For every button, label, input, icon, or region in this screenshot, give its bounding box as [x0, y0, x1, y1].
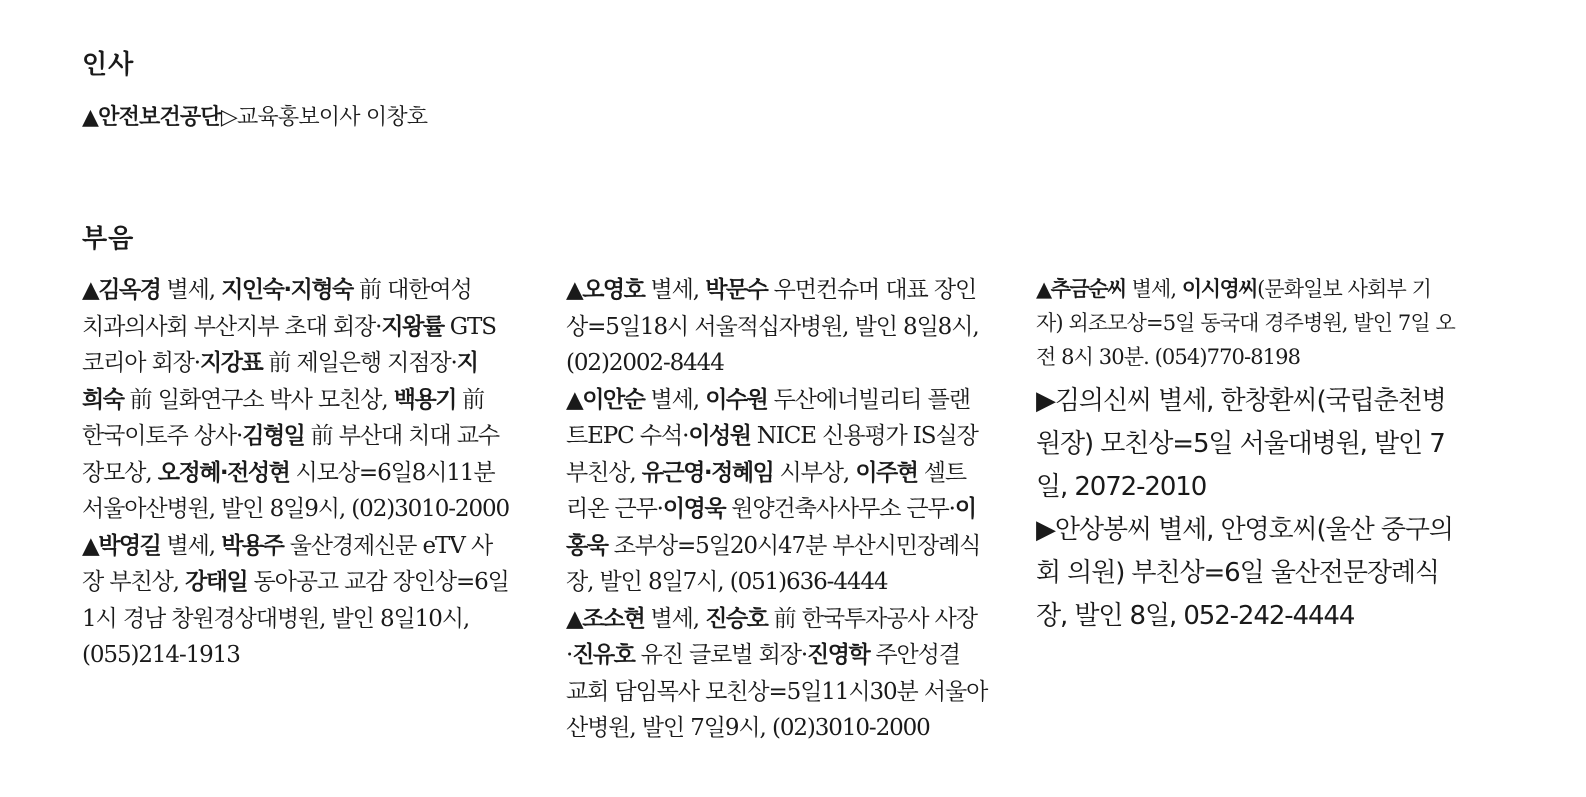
obituary-text: 교회 담임목사 모친상=5일11시30분 서울아 [566, 678, 988, 705]
person-name: 이영욱 [662, 496, 726, 522]
obituary-text: 서울아산병원, 발인 8일9시, (02)3010-2000 [82, 496, 510, 522]
person-name: 이수원 [705, 386, 768, 413]
obituary-text: GTS [443, 313, 496, 340]
person-name: 유근영·정혜임 [641, 459, 774, 486]
obituary-text: 별세, [644, 277, 706, 303]
person-name: 진영학 [807, 642, 870, 668]
obituary-text: 리온 근무· [566, 496, 663, 522]
obituary-text: 부친상, [566, 459, 642, 486]
obituary-line [1036, 466, 1486, 509]
obituary-text: 시부상, [773, 459, 856, 486]
obituary-line [566, 345, 1006, 382]
obituary-text: 별세, [1125, 277, 1182, 301]
obituary-line [82, 528, 522, 565]
obituary-line [566, 674, 1006, 711]
obituary-text: 자) 외조모상=5일 동국대 경주병원, 발인 7일 오 [1036, 311, 1455, 335]
obituary-line [82, 455, 522, 492]
obituary-text: 원장) 모친상=5일 서울대병원, 발인 7 [1036, 429, 1445, 459]
obituary-text: 주안성결 [869, 642, 960, 668]
obituary-line [82, 418, 522, 455]
person-name: 지 [456, 350, 478, 376]
person-name: ▲이안순 [566, 386, 645, 413]
person-name: ▲추금순씨 [1036, 277, 1126, 301]
obituary-text: (055)214-1913 [82, 642, 240, 668]
obituary-line [1036, 272, 1486, 306]
obituary-line [82, 382, 522, 419]
person-name: 홍욱 [566, 532, 608, 559]
obituary-text: 두산에너빌리티 플랜 [767, 386, 970, 413]
section-title-personnel: 인사 [82, 50, 135, 80]
person-name: 김형일 [242, 423, 305, 449]
obituary-text: 회 의원) 부친상=6일 울산전문장례식 [1036, 558, 1439, 588]
person-name: 이 [954, 496, 976, 522]
obituary-text: ▶안상봉씨 별세, 안영호씨(울산 중구의 [1036, 515, 1453, 545]
obituary-text: 동아공고 교감 장인상=6일 [247, 569, 509, 595]
obituary-line [566, 309, 1006, 346]
section-title-obituaries: 부음 [82, 224, 135, 254]
obituary-text: (문화일보 사회부 기 [1257, 277, 1431, 301]
personnel-organization: ▲안전보건공단 [82, 105, 221, 130]
personnel-arrow: ▷ [220, 105, 237, 130]
obituary-column-3 [1036, 272, 1486, 638]
obituary-line [566, 491, 1006, 528]
obituary-line [566, 382, 1006, 419]
person-name: 희숙 [82, 386, 124, 413]
obituary-line [566, 564, 1006, 601]
obituary-text: ▶김의신씨 별세, 한창환씨(국립춘천병 [1036, 386, 1446, 416]
obituary-line [82, 272, 522, 309]
obituary-line [1036, 509, 1486, 552]
personnel-position: 교육홍보이사 이창호 [236, 105, 428, 130]
person-name: ▲박영길 [82, 532, 161, 559]
personnel-entry [82, 100, 427, 131]
obituary-text: 1시 경남 창원경상대병원, 발인 8일10시, [82, 605, 470, 632]
person-name: 이성원 [688, 423, 751, 449]
obituary-text: 前 [455, 386, 485, 413]
person-name: 이시영씨 [1181, 277, 1258, 301]
obituary-text: 치과의사회 부산지부 초대 회장· [82, 313, 382, 340]
obituary-text: 원양건축사사무소 근무· [725, 496, 955, 522]
person-name: 오정혜·전성현 [157, 459, 290, 486]
person-name: ▲조소현 [566, 605, 645, 632]
obituary-text: 별세, [160, 532, 222, 559]
person-name: 지강표 [200, 350, 263, 376]
obituary-line [82, 637, 522, 674]
obituary-text: 산병원, 발인 7일9시, (02)3010-2000 [566, 715, 930, 741]
obituary-text: 코리아 회장· [82, 350, 201, 376]
obituary-text: 前 대한여성 [352, 277, 472, 303]
obituary-text: 상=5일18시 서울적십자병원, 발인 8일8시, [566, 313, 979, 340]
obituary-line [566, 272, 1006, 309]
obituary-line [566, 601, 1006, 638]
obituary-line [1036, 552, 1486, 595]
obituary-text: 시모상=6일8시11분 [289, 459, 495, 486]
obituary-text: 일, 2072-2010 [1036, 472, 1207, 502]
obituary-text: 장, 발인 8일7시, (051)636-4444 [566, 569, 888, 595]
obituary-line [566, 418, 1006, 455]
obituary-text: 셀트 [917, 459, 966, 486]
obituary-line [566, 710, 1006, 747]
obituary-text: 트EPC 수석· [566, 423, 689, 449]
obituary-line [82, 309, 522, 346]
obituary-line [566, 528, 1006, 565]
person-name: ▲오영호 [566, 277, 645, 303]
person-name: 지인숙·지형숙 [221, 277, 353, 303]
obituary-text: 前 부산대 치대 교수 [304, 423, 499, 449]
obituary-line [82, 601, 522, 638]
obituary-line [82, 345, 522, 382]
obituary-text: 장 부친상, [82, 569, 186, 595]
obituary-text: 前 제일은행 지점장· [262, 350, 457, 376]
obituary-text: 울산경제신문 eTV 사 [283, 532, 493, 559]
obituary-line [82, 491, 522, 528]
person-name: ▲김옥경 [82, 277, 161, 303]
person-name: 진승호 [705, 605, 768, 632]
obituary-text: 별세, [160, 277, 222, 303]
obituary-line [566, 455, 1006, 492]
obituary-text: · [566, 642, 573, 668]
person-name: 이주현 [855, 459, 918, 486]
obituary-text: 전 8시 30분. (054)770-8198 [1036, 345, 1301, 369]
obituary-line [82, 564, 522, 601]
obituary-column-1 [82, 272, 522, 674]
obituary-line [1036, 380, 1486, 423]
obituary-text: 前 일화연구소 박사 모친상, [123, 386, 394, 413]
obituary-text: 한국이토주 상사· [82, 423, 243, 449]
person-name: 박용주 [221, 532, 284, 559]
person-name: 백용기 [393, 386, 456, 413]
obituary-line [1036, 306, 1486, 340]
obituary-text: 유진 글로벌 회장· [634, 642, 808, 668]
obituary-text: 조부상=5일20시47분 부산시민장례식 [607, 532, 981, 559]
obituary-line [1036, 423, 1486, 466]
obituary-text: 장모상, [82, 459, 158, 486]
obituary-text: 별세, [644, 386, 706, 413]
person-name: 강태일 [185, 569, 248, 595]
obituary-text: 별세, [644, 605, 706, 632]
obituary-text: 장, 발인 8일, 052-242-4444 [1036, 601, 1355, 631]
person-name: 지왕률 [381, 313, 444, 340]
obituary-line [1036, 340, 1486, 374]
person-name: 진유호 [572, 642, 635, 668]
obituary-text: 前 한국투자공사 사장 [767, 605, 977, 632]
obituary-column-2 [566, 272, 1006, 747]
obituary-text: NICE 신용평가 IS실장 [750, 423, 978, 449]
obituary-line [566, 637, 1006, 674]
obituary-text: (02)2002-8444 [566, 350, 724, 376]
obituary-text: 우먼컨슈머 대표 장인 [767, 277, 977, 303]
obituary-line [1036, 595, 1486, 638]
person-name: 박문수 [705, 277, 768, 303]
